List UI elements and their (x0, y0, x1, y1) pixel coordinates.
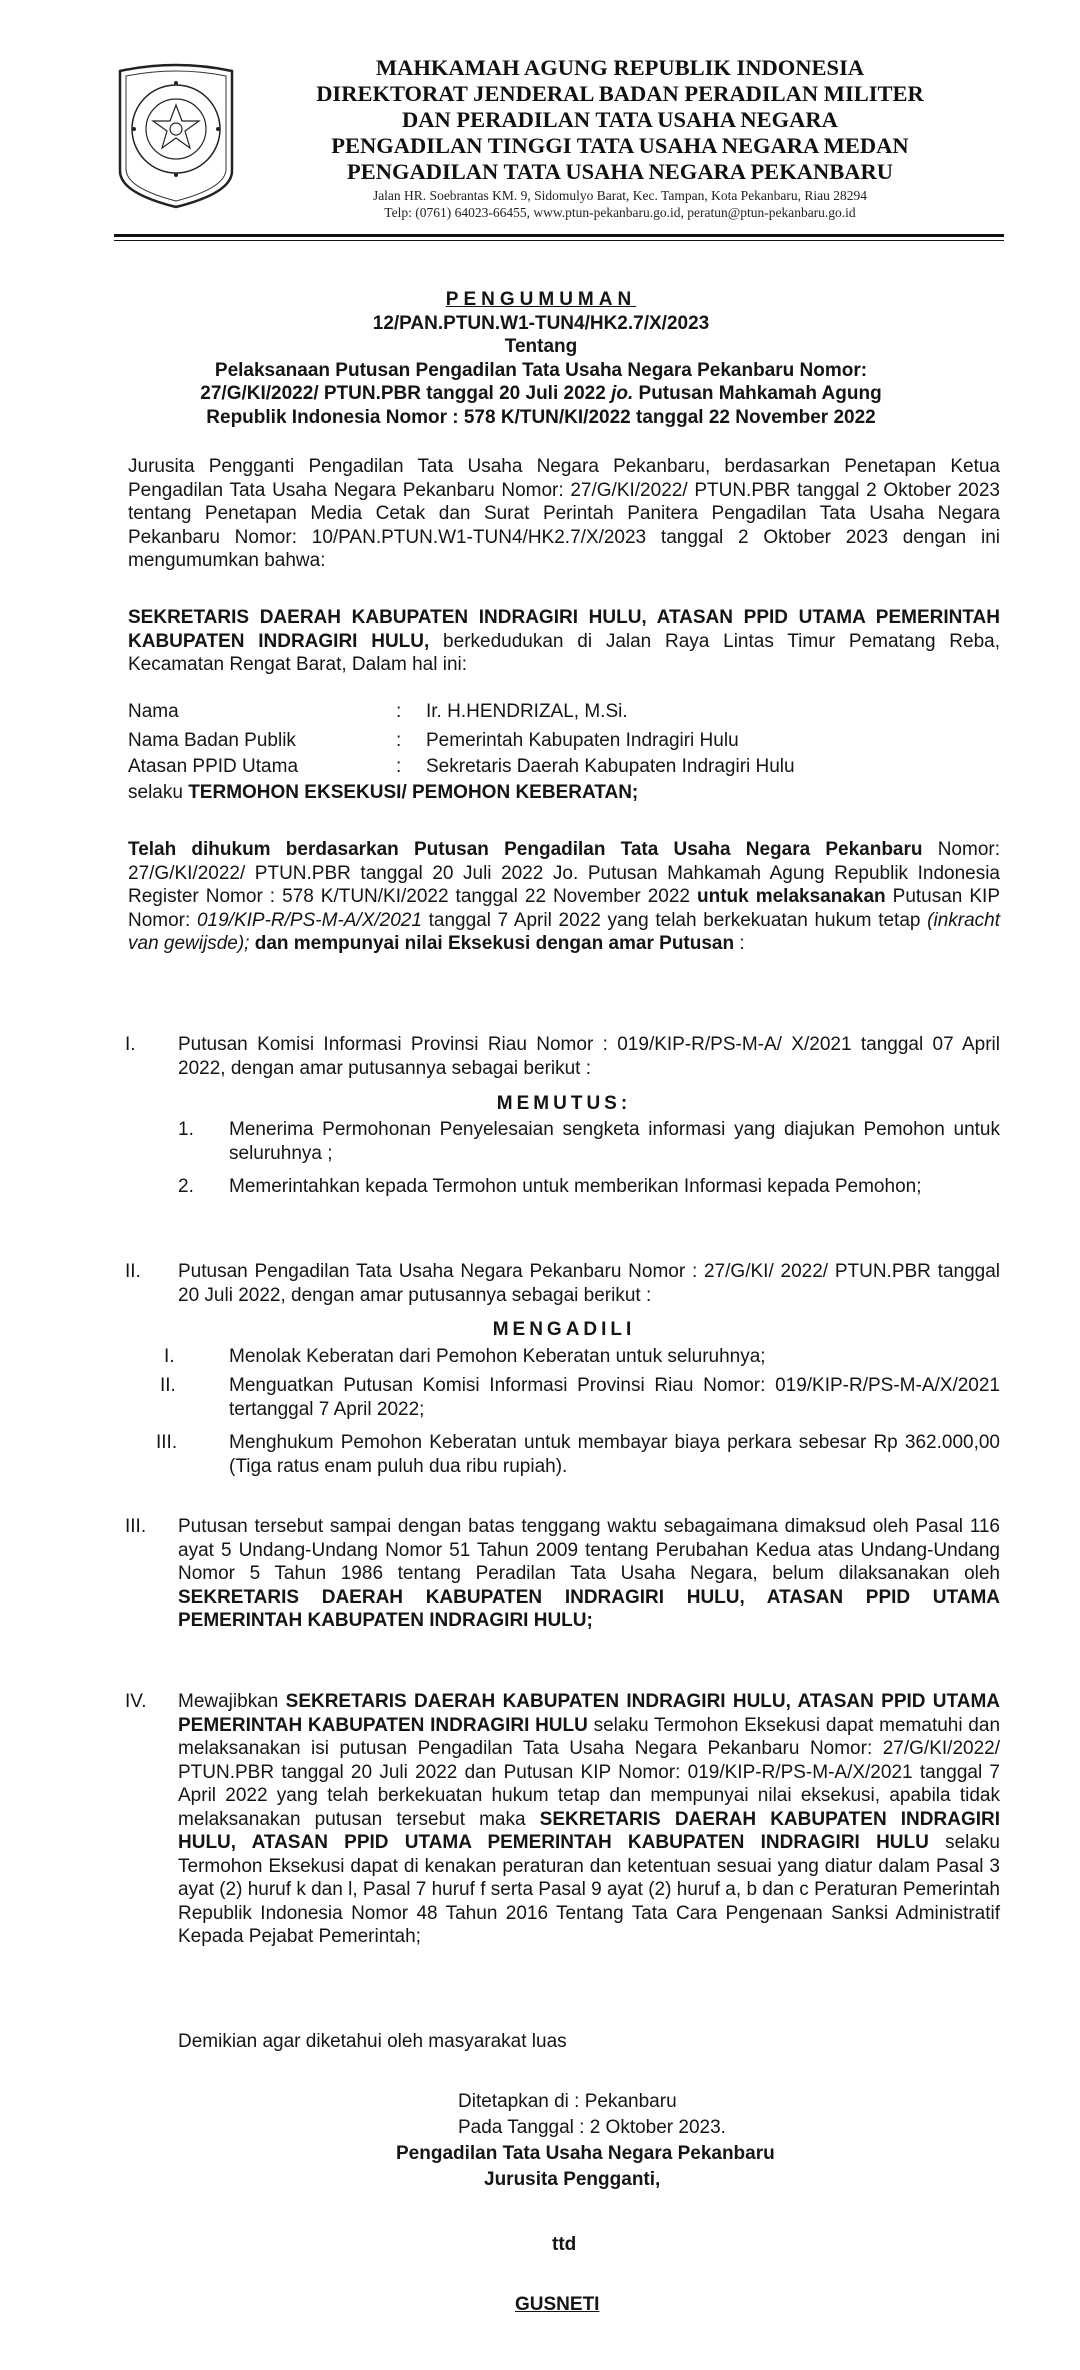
section-1-item-2-number: 2. (178, 1176, 194, 1197)
section-2-item-1: Menolak Keberatan dari Pemohon Keberatan untuk seluruhnya; (229, 1346, 766, 1367)
party-paragraph: SEKRETARIS DAERAH KABUPATEN INDRAGIRI HULU, ATASAN PPID UTAMA PEMERINTAH KABUPATEN INDRAGIRI HULU, berkedudukan di Jalan Raya Lintas Timur Pematang Reba, Kecamatan Rengat Barat, Dalam hal ini: (128, 607, 1000, 675)
letterhead-line-3: DAN PERADILAN TATA USAHA NEGARA (402, 107, 838, 132)
letterhead-rule-thin (114, 240, 1004, 241)
announcement-title: PENGUMUMAN (445, 289, 637, 310)
letterhead-contact: Telp: (0761) 64023-66455, www.ptun-pekanbaru.go.id, peratun@ptun-pekanbaru.go.id (384, 205, 856, 220)
signature-office: Pengadilan Tata Usaha Negara Pekanbaru (396, 2143, 775, 2164)
letterhead-address: Jalan HR. Soebrantas KM. 9, Sidomulyo Barat, Kec. Tampan, Kota Pekanbaru, Riau 28294 (372, 188, 868, 203)
section-3-text: Putusan tersebut sampai dengan batas tenggang waktu sebagaimana dimaksud oleh Pasal 116 ayat 5 Undang-Undang Nomor 51 Tahun 2009 tentang Perubahan Kedua atas Undang-Undang Nomor 5 Tahun 1986 tentang Peradilan Tata Usaha Negara, belum dilaksanakan oleh SEKRETARIS DAERAH KABUPATEN INDRAGIRI HULU, ATASAN PPID UTAMA PEMERINTAH KABUPATEN INDRAGIRI HULU; (178, 1516, 1000, 1631)
letterhead-line-5: PENGADILAN TATA USAHA NEGARA PEKANBARU (347, 159, 893, 184)
section-1-text: Putusan Komisi Informasi Provinsi Riau Nomor : 019/KIP-R/PS-M-A/ X/2021 tanggal 07 April 2022, dengan amar putusannya sebagai berikut : (178, 1034, 1000, 1079)
letterhead (200, 55, 1040, 221)
section-1-number: I. (125, 1034, 136, 1055)
section-2-heading: MENGADILI (492, 1319, 636, 1340)
closing-text: Demikian agar diketahui oleh masyarakat luas (178, 2031, 567, 2052)
letterhead-line-1: MAHKAMAH AGUNG REPUBLIK INDONESIA (375, 55, 865, 80)
letterhead-line-2: DIREKTORAT JENDERAL BADAN PERADILAN MILITER (316, 81, 924, 106)
intro-paragraph: Jurusita Pengganti Pengadilan Tata Usaha Negara Pekanbaru, berdasarkan Penetapan Ketua Pengadilan Tata Usaha Negara Pekanbaru Nomor: 27/G/KI/2022/ PTUN.PBR tanggal 2 Oktober 2023 tentang Penetapan Media Cetak dan Surat Perintah Panitera Pengadilan Tata Usaha Negara Pekanbaru Nomor: 10/PAN.PTUN.W1-TUN4/HK2.7/X/2023 tanggal 2 Oktober 2023 dengan ini mengumumkan bahwa: (128, 456, 1000, 571)
signature-ttd: ttd (552, 2234, 577, 2255)
section-2-text: Putusan Pengadilan Tata Usaha Negara Pekanbaru Nomor : 27/G/KI/ 2022/ PTUN.PBR tanggal 20 Juli 2022, dengan amar putusannya sebagai berikut : (178, 1261, 1000, 1306)
section-1-item-1-number: 1. (178, 1119, 194, 1140)
section-3-number: III. (125, 1516, 147, 1537)
verdict-paragraph: Telah dihukum berdasarkan Putusan Pengadilan Tata Usaha Negara Pekanbaru Nomor: 27/G/KI/2022/ PTUN.PBR tanggal 20 Juli 2022 Jo. Putusan Mahkamah Agung Republik Indonesia Register Nomor : 578 K/TUN/KI/2022 tanggal 22 November 2022 untuk melaksanakan Putusan KIP Nomor: 019/KIP-R/PS-M-A/X/2021 tanggal 7 April 2022 yang telah berkekuatan hukum tetap (inkracht van gewijsde); dan mempunyai nilai Eksekusi dengan amar Putusan : (128, 839, 1001, 954)
section-2-number: II. (125, 1261, 141, 1282)
section-2-item-3-number: III. (156, 1432, 178, 1453)
section-2-item-3: Menghukum Pemohon Keberatan untuk membayar biaya perkara sebesar Rp 362.000,00 (Tiga ratus enam puluh dua ribu rupiah). (229, 1432, 1000, 1477)
letterhead-line-4: PENGADILAN TINGGI TATA USAHA NEGARA MEDAN (331, 133, 909, 158)
section-2-item-2: Menguatkan Putusan Komisi Informasi Provinsi Riau Nomor: 019/KIP-R/PS-M-A/X/2021 tertanggal 7 April 2022; (229, 1375, 1000, 1420)
section-2-item-1-number: I. (164, 1346, 175, 1367)
announcement-subject-2: 27/G/KI/2022/ PTUN.PBR tanggal 20 Juli 2022 jo. Putusan Mahkamah Agung (200, 383, 882, 404)
announcement-heading (120, 288, 962, 429)
announcement-document: MAHKAMAH AGUNG REPUBLIK INDONESIA DIREKTORAT JENDERAL BADAN PERADILAN MILITER DAN PERADILAN TATA USAHA NEGARA PENGADILAN TINGGI TATA USAHA NEGARA MEDAN PENGADILAN TATA USAHA NEGARA PEKANBARU Jalan HR. Soebrantas KM. 9, Sidomulyo Barat, Kec. Tampan, Kota Pekanbaru, Riau 28294 Telp: (0761) 64023-66455, www.ptun-pekanbaru.go.id, peratun@ptun-pekanbaru.go.id PENGUMUMAN 12/PAN.PTUN.W1-TUN4/HK2.7/X/2023 Tentang Pelaksanaan Putusan Pengadilan Tata Usaha Negara Pekanbaru Nomor: 27/G/KI/2022/ PTUN.PBR tanggal 20 Juli 2022 jo. Putusan Mahkamah Agung Republik Indonesia Nomor : 578 K/TUN/KI/2022 tanggal 22 November 2022 Jurusita Pengganti Pengadilan Tata Usaha Negara Pekanbaru, berdasarkan Penetapan Ketua Pengadilan Tata Usaha Negara Pekanbaru Nomor: 27/G/KI/2022/ PTUN.PBR tanggal 2 Oktober 2023 tentang Penetapan Media Cetak dan Surat Perintah Panitera Pengadilan Tata Usaha Negara Pekanbaru Nomor: 10/PAN.PTUN.W1-TUN4/HK2.7/X/2023 tanggal 2 Oktober 2023 dengan ini mengumumkan bahwa: SEKRETARIS DAERAH KABUPATEN INDRAGIRI HULU, ATASAN PPID UTAMA PEMERINTAH KABUPATEN INDRAGIRI HULU, berkedudukan di Jalan Raya Lintas Timur Pematang Reba, Kecamatan Rengat Barat, Dalam hal ini: Nama : Ir. H.HENDRIZAL, M.Si. Nama Badan Publik : Pemerintah Kabupaten Indragiri Hulu Atasan PPID Utama : Sekretaris Daerah Kabupaten Indragiri Hulu selaku TERMOHON EKSEKUSI/ PEMOHON KEBERATAN; Telah dihukum berdasarkan Putusan Pengadilan Tata Usaha Negara Pekanbaru Nomor: 27/G/KI/2022/ PTUN.PBR tanggal 20 Juli 2022 Jo. Putusan Mahkamah Agung Republik Indonesia Register Nomor : 578 K/TUN/KI/2022 tanggal 22 November 2022 untuk melaksanakan Putusan KIP Nomor: 019/KIP-R/PS-M-A/X/2021 tanggal 7 April 2022 yang telah berkekuatan hukum tetap (inkracht van gewijsde); dan mempunyai nilai Eksekusi dengan amar Putusan : I. Putusan Komisi Informasi Provinsi Riau Nomor : 019/KIP-R/PS-M-A/ X/2021 tanggal 07 April 2022, dengan amar putusannya sebagai berikut : MEMUTUS: 1. Menerima Permohonan Penyelesaian sengketa informasi yang diajukan Pemohon untuk seluruhnya ; 2. Memerintahkan kepada Termohon untuk memberikan Informasi kepada Pemohon; II. Putusan Pengadilan Tata Usaha Negara Pekanbaru Nomor : 27/G/KI/ 2022/ PTUN.PBR tanggal 20 Juli 2022, dengan amar putusannya sebagai berikut : MENGADILI I. Menolak Keberatan dari Pemohon Keberatan untuk seluruhnya; II. Menguatkan Putusan Komisi Informasi Provinsi Riau Nomor: 019/KIP-R/PS-M-A/X/2021 tertanggal 7 April 2022; III. Menghukum Pemohon Keberatan untuk membayar biaya perkara sebesar Rp 362.000,00 (Tiga ratus enam puluh dua ribu rupiah). III. Putusan tersebut sampai dengan batas tenggang waktu sebagaimana dimaksud oleh Pasal 116 ayat 5 Undang-Undang Nomor 51 Tahun 2009 tentang Perubahan Kedua atas Undang-Undang Nomor 5 Tahun 1986 tentang Peradilan Tata Usaha Negara, belum dilaksanakan oleh SEKRETARIS DAERAH KABUPATEN INDRAGIRI HULU, ATASAN PPID UTAMA PEMERINTAH KABUPATEN INDRAGIRI HULU; IV. Mewajibkan SEKRETARIS DAERAH KABUPATEN INDRAGIRI HULU, ATASAN PPID UTAMA PEMERINTAH KABUPATEN INDRAGIRI HULU selaku Termohon Eksekusi dapat mematuhi dan melaksanakan isi putusan Pengadilan Tata Usaha Negara Pekanbaru Nomor: 27/G/KI/2022/ PTUN.PBR tanggal 20 Juli 2022 dan Putusan KIP Nomor: 019/KIP-R/PS-M-A/X/2021 tanggal 7 April 2022 yang telah berkekuatan hukum tetap dan mempunyai nilai eksekusi, apabila tidak melaksanakan putusan tersebut maka SEKRETARIS DAERAH KABUPATEN INDRAGIRI HULU, ATASAN PPID UTAMA PEMERINTAH KABUPATEN INDRAGIRI HULU selaku Termohon Eksekusi dapat di kenakan peraturan dan ketentuan sesuai yang diatur dalam Pasal 3 ayat (2) huruf k dan l, Pasal 7 huruf f serta Pasal 9 ayat (2) huruf a, b dan c Peraturan Pemerintah Republik Indonesia Nomor 48 Tahun 2016 Tentang Tata Cara Pengenaan Sanksi Administratif Kepada Pejabat Pemerintah; Demikian agar diketahui oleh masyarakat luas Ditetapkan di : Pekanbaru Pada Tanggal : 2 Oktober 2023. Pengadilan Tata Usaha Negara Pekanbaru Jurusita Pengganti, ttd GUSNETI (0, 0, 1080, 2370)
letterhead-rule-thick (114, 234, 1004, 237)
announcement-tentang: Tentang (504, 336, 578, 357)
signature-name: GUSNETI (515, 2294, 600, 2315)
section-2-item-2-number: II. (160, 1375, 176, 1396)
signature-place: Ditetapkan di : Pekanbaru (458, 2091, 677, 2112)
signature-date: Pada Tanggal : 2 Oktober 2023. (458, 2117, 726, 2138)
section-1-heading: MEMUTUS: (496, 1093, 632, 1114)
announcement-subject-3: Republik Indonesia Nomor : 578 K/TUN/KI/2022 tanggal 22 November 2022 (206, 406, 876, 428)
section-1-item-2: Memerintahkan kepada Termohon untuk memberikan Informasi kepada Pemohon; (229, 1176, 922, 1197)
section-1-item-1: Menerima Permohonan Penyelesaian sengketa informasi yang diajukan Pemohon untuk seluruhnya ; (229, 1119, 1000, 1164)
announcement-number: 12/PAN.PTUN.W1-TUN4/HK2.7/X/2023 (372, 312, 710, 334)
signature-role: Jurusita Pengganti, (484, 2169, 661, 2190)
section-4-text: Mewajibkan SEKRETARIS DAERAH KABUPATEN INDRAGIRI HULU, ATASAN PPID UTAMA PEMERINTAH KABUPATEN INDRAGIRI HULU selaku Termohon Eksekusi dapat mematuhi dan melaksanakan isi putusan Pengadilan Tata Usaha Negara Pekanbaru Nomor: 27/G/KI/2022/ PTUN.PBR tanggal 20 Juli 2022 dan Putusan KIP Nomor: 019/KIP-R/PS-M-A/X/2021 tanggal 7 April 2022 yang telah berkekuatan hukum tetap dan mempunyai nilai eksekusi, apabila tidak melaksanakan putusan tersebut maka SEKRETARIS DAERAH KABUPATEN INDRAGIRI HULU, ATASAN PPID UTAMA PEMERINTAH KABUPATEN INDRAGIRI HULU selaku Termohon Eksekusi dapat di kenakan peraturan dan ketentuan sesuai yang diatur dalam Pasal 3 ayat (2) huruf k dan l, Pasal 7 huruf f serta Pasal 9 ayat (2) huruf a, b dan c Peraturan Pemerintah Republik Indonesia Nomor 48 Tahun 2016 Tentang Tata Cara Pengenaan Sanksi Administratif Kepada Pejabat Pemerintah; (178, 1691, 1001, 1947)
party-role: selaku TERMOHON EKSEKUSI/ PEMOHON KEBERATAN; (128, 782, 639, 803)
announcement-subject-1: Pelaksanaan Putusan Pengadilan Tata Usaha Negara Pekanbaru Nomor: (214, 359, 868, 381)
section-4-number: IV. (125, 1691, 147, 1712)
